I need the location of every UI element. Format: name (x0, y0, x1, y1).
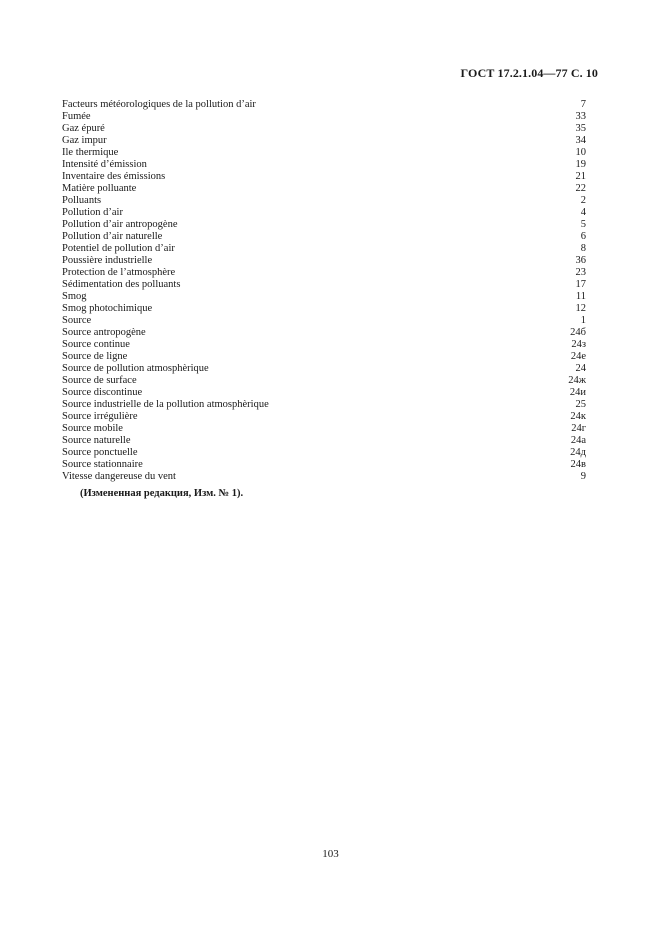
index-term: Smog (62, 291, 87, 302)
index-term: Source industrielle de la pollution atmosphèrique (62, 399, 269, 410)
index-row (62, 459, 586, 471)
index-row (62, 339, 586, 351)
index-ref: 5 (580, 219, 586, 230)
index-ref: 8 (580, 243, 586, 254)
index-term: Source de ligne (62, 351, 128, 362)
index-ref: 6 (580, 231, 586, 242)
index-row (62, 387, 586, 399)
index-ref: 34 (575, 135, 586, 146)
index-row (62, 279, 586, 291)
index-term: Source stationnaire (62, 459, 143, 470)
index-term: Poussière industrielle (62, 255, 153, 266)
index-row (62, 291, 586, 303)
index-row (62, 99, 586, 111)
index-term: Source de pollution atmosphèrique (62, 363, 209, 374)
index-term: Source naturelle (62, 435, 131, 446)
index-term: Gaz impur (62, 135, 107, 146)
index-row (62, 219, 586, 231)
index-row (62, 351, 586, 363)
index-row (62, 111, 586, 123)
index-ref: 24г (571, 423, 586, 434)
index-term: Source ponctuelle (62, 447, 138, 458)
index-term: Sédimentation des polluants (62, 279, 181, 290)
index-ref: 24ж (568, 375, 586, 386)
index-term: Fumée (62, 111, 91, 122)
index-ref: 24к (570, 411, 586, 422)
index-term: Pollution d’air (62, 207, 123, 218)
index-row (62, 195, 586, 207)
index-ref: 24 (575, 363, 586, 374)
index-term: Potentiel de pollution d’air (62, 243, 175, 254)
index-ref: 21 (575, 171, 586, 182)
index-row (62, 147, 586, 159)
index-term: Protection de l’atmosphère (62, 267, 176, 278)
index-term: Smog photochimique (62, 303, 153, 314)
index-ref: 10 (575, 147, 586, 158)
index-row (62, 435, 586, 447)
index-row (62, 183, 586, 195)
index-ref: 23 (575, 267, 586, 278)
index-row (62, 135, 586, 147)
index-ref: 2 (580, 195, 586, 206)
index-ref: 25 (575, 399, 586, 410)
index-row (62, 159, 586, 171)
index-term: Source mobile (62, 423, 123, 434)
index-ref: 19 (575, 159, 586, 170)
index-ref: 24з (571, 339, 586, 350)
index-term: Vitesse dangereuse du vent (62, 471, 176, 482)
index-term: Intensité d’émission (62, 159, 147, 170)
amendment-note: (Измененная редакция, Изм. № 1). (80, 488, 244, 499)
index-row (62, 471, 586, 483)
index-term: Inventaire des émissions (62, 171, 166, 182)
index-ref: 17 (575, 279, 586, 290)
document-header: ГОСТ 17.2.1.04—77 С. 10 (460, 66, 598, 80)
index-term: Ile thermique (62, 147, 119, 158)
index-row (62, 423, 586, 435)
index-ref: 24в (570, 459, 586, 470)
index-ref: 24д (570, 447, 586, 458)
index-term: Source continue (62, 339, 130, 350)
index-term: Source antropogène (62, 327, 146, 338)
page-number: 103 (322, 848, 339, 860)
index-row (62, 171, 586, 183)
index-row (62, 447, 586, 459)
index-term: Source (62, 315, 92, 326)
index-ref: 4 (580, 207, 586, 218)
index-term: Source irrégulière (62, 411, 138, 422)
index-term: Gaz épuré (62, 123, 105, 134)
index-ref: 7 (580, 99, 586, 110)
index-term: Matière polluante (62, 183, 137, 194)
index-term: Polluants (62, 195, 102, 206)
index-ref: 33 (575, 111, 586, 122)
index-ref: 24б (570, 327, 586, 338)
index-ref: 24е (570, 351, 586, 362)
index-term: Source discontinue (62, 387, 143, 398)
index-ref: 12 (575, 303, 586, 314)
index-row (62, 375, 586, 387)
index-term: Source de surface (62, 375, 137, 386)
index-ref: 9 (580, 471, 586, 482)
index-ref: 24а (570, 435, 586, 446)
index-row (62, 399, 586, 411)
index-ref: 1 (580, 315, 586, 326)
index-term: Pollution d’air antropogène (62, 219, 178, 230)
index-row (62, 363, 586, 375)
index-row (62, 123, 586, 135)
term-index-list (62, 99, 586, 483)
index-row (62, 411, 586, 423)
index-row (62, 231, 586, 243)
index-term: Facteurs météorologiques de la pollution d’air (62, 99, 256, 110)
index-row (62, 243, 586, 255)
index-row (62, 315, 586, 327)
index-ref: 35 (575, 123, 586, 134)
index-term: Pollution d’air naturelle (62, 231, 163, 242)
index-row (62, 267, 586, 279)
index-row (62, 255, 586, 267)
index-ref: 36 (575, 255, 586, 266)
index-ref: 24и (569, 387, 586, 398)
index-ref: 11 (575, 291, 586, 302)
index-row (62, 207, 586, 219)
index-row (62, 303, 586, 315)
index-row (62, 327, 586, 339)
index-ref: 22 (575, 183, 586, 194)
